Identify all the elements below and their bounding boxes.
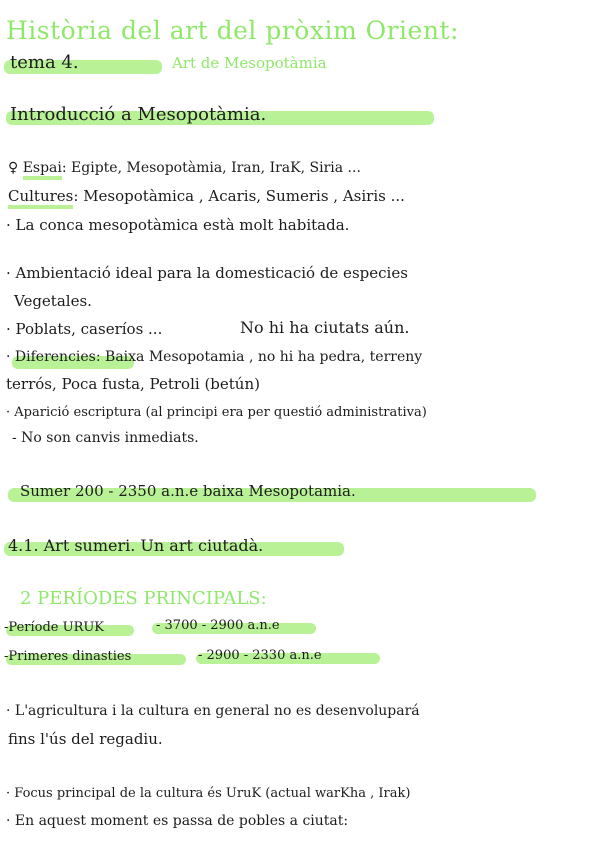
note-no-ciutats: No hi ha ciutats aún.: [240, 318, 410, 337]
diferencies-line: · Diferencies: Baixa Mesopotamia , no hi ha pedra, terreny: [6, 349, 423, 365]
note-escriptura: · Aparició escriptura (al principi era per questió administrativa): [6, 405, 427, 420]
note-vegetales: Vegetales.: [14, 292, 92, 310]
period-1-name: Període URUK: [8, 620, 105, 635]
note-conca: · La conca mesopotàmica està molt habitada.: [6, 216, 350, 234]
cultures-line: [8, 189, 405, 204]
period-1: -Període URUK: [4, 620, 105, 635]
sumer-line: Sumer 200 - 2350 a.n.e baixa Mesopotamia.: [20, 482, 356, 500]
location-pin-icon: ♀: [8, 160, 23, 176]
intro-heading: Introducció a Mesopotàmia.: [10, 104, 267, 125]
diferencies-label: Diferencies: [14, 349, 96, 365]
note-ambientacio: · Ambientació ideal para la domesticació de especies: [6, 264, 408, 282]
note-poblats: · Poblats, caseríos ...: [6, 320, 163, 338]
note-canvis: - No son canvis inmediats.: [12, 430, 199, 446]
periods-heading: 2 PERÍODES PRINCIPALS:: [20, 588, 267, 609]
period-2-dates: - 2900 - 2330 a.n.e: [198, 648, 322, 663]
note-focus-uruk: · Focus principal de la cultura és UruK (actual warKha , Irak): [6, 786, 411, 801]
period-1-dates: - 3700 - 2900 a.n.e: [156, 618, 280, 633]
page-title: Història del art del pròxim Orient:: [6, 16, 459, 45]
espai-line: [8, 161, 361, 175]
cultures-label: Cultures: [8, 187, 73, 209]
note-regadiu: fins l'ús del regadiu.: [8, 730, 163, 748]
topic-number: tema 4.: [10, 52, 79, 73]
espai-label: Espai: [23, 160, 62, 180]
note-terros: terrós, Poca fusta, Petroli (betún): [6, 375, 260, 393]
period-2-name: Primeres dinasties: [8, 649, 132, 664]
note-pobles-ciutat: · En aquest moment es passa de pobles a ciutat:: [6, 813, 349, 829]
cultures-text: : Mesopotàmica , Acaris, Sumeris , Asiris ...: [73, 187, 405, 205]
diferencies-text: : Baixa Mesopotamia , no hi ha pedra, terreny: [95, 349, 423, 365]
period-2: -Primeres dinasties: [4, 649, 132, 664]
espai-text: : Egipte, Mesopotàmia, Iran, IraK, Siria ...: [61, 160, 361, 176]
topic-name: Art de Mesopotàmia: [172, 54, 327, 72]
note-agricultura: · L'agricultura i la cultura en general no es desenvolupará: [6, 703, 420, 719]
section41-heading: 4.1. Art sumeri. Un art ciutadà.: [8, 536, 264, 555]
